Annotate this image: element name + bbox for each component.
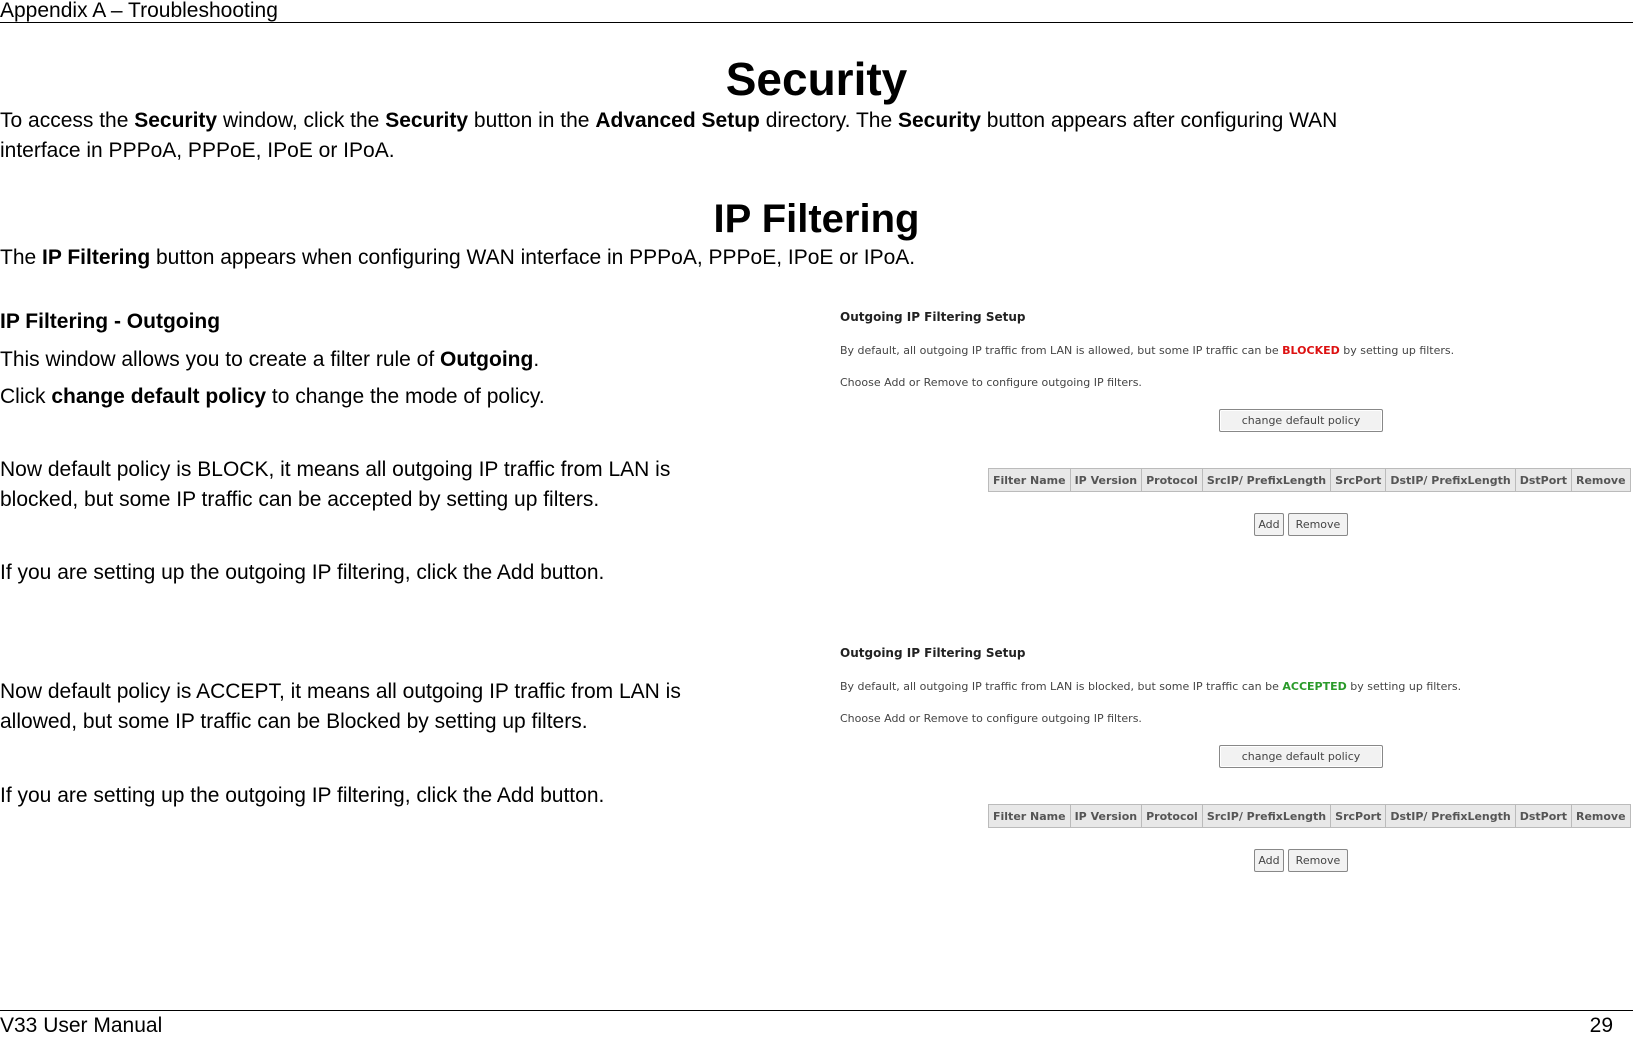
change-default-policy-button[interactable]: change default policy bbox=[1219, 409, 1383, 432]
filter-table bbox=[988, 468, 1631, 492]
column-header: DstPort bbox=[1515, 805, 1571, 828]
text: To access the bbox=[0, 109, 135, 132]
filter-table bbox=[988, 804, 1631, 828]
bold-text: Security bbox=[385, 109, 469, 132]
column-header: Protocol bbox=[1142, 469, 1203, 492]
change-policy-instruction bbox=[0, 382, 545, 412]
text: Click bbox=[0, 385, 52, 408]
text: The bbox=[0, 246, 43, 269]
column-header: DstIP/ PrefixLength bbox=[1386, 469, 1515, 492]
panel-instruction: Choose Add or Remove to configure outgoing IP filters. bbox=[840, 376, 1142, 389]
accept-policy-description bbox=[0, 677, 681, 737]
text: button in the bbox=[468, 109, 596, 132]
text: interface in PPPoA, PPPoE, IPoE or IPoA. bbox=[0, 139, 395, 162]
column-header: Protocol bbox=[1142, 805, 1203, 828]
panel-title: Outgoing IP Filtering Setup bbox=[840, 310, 1026, 324]
page-number: 29 bbox=[1589, 1014, 1613, 1037]
text: to change the mode of policy. bbox=[266, 385, 545, 408]
column-header: IP Version bbox=[1070, 805, 1142, 828]
text: Now default policy is ACCEPT, it means all outgoing IP traffic from LAN is bbox=[0, 680, 681, 703]
filter-table-header bbox=[989, 805, 1631, 828]
page-header bbox=[0, 0, 1633, 23]
bold-text: Advanced Setup bbox=[595, 109, 760, 132]
column-header: SrcIP/ PrefixLength bbox=[1202, 469, 1330, 492]
panel-description bbox=[840, 344, 1454, 357]
panel-description bbox=[840, 680, 1461, 693]
add-button-note-1: If you are setting up the outgoing IP filtering, click the Add button. bbox=[0, 561, 605, 584]
text: directory. The bbox=[759, 109, 898, 132]
column-header: DstPort bbox=[1515, 469, 1571, 492]
text: By default, all outgoing IP traffic from LAN is allowed, but some IP traffic can be bbox=[840, 344, 1283, 357]
column-header: SrcPort bbox=[1331, 469, 1386, 492]
ip-filtering-paragraph bbox=[0, 243, 915, 273]
change-default-policy-button[interactable]: change default policy bbox=[1219, 745, 1383, 768]
panel-instruction: Choose Add or Remove to configure outgoing IP filters. bbox=[840, 712, 1142, 725]
outgoing-ip-filtering-accept-screenshot bbox=[840, 646, 1626, 891]
accepted-highlight: ACCEPTED bbox=[1282, 680, 1347, 693]
bold-text: Outgoing bbox=[440, 348, 534, 371]
ip-filtering-heading: IP Filtering bbox=[713, 197, 920, 241]
security-heading: Security bbox=[725, 53, 908, 105]
text: window, click the bbox=[217, 109, 386, 132]
column-header: Filter Name bbox=[989, 469, 1071, 492]
blocked-highlight: BLOCKED bbox=[1282, 344, 1340, 357]
text: . bbox=[533, 348, 540, 371]
outgoing-ip-filtering-block-screenshot bbox=[840, 310, 1626, 555]
column-header: DstIP/ PrefixLength bbox=[1386, 805, 1515, 828]
filter-table-header bbox=[989, 469, 1631, 492]
text: This window allows you to create a filter rule of bbox=[0, 348, 441, 371]
header-title: Appendix A – Troubleshooting bbox=[0, 0, 278, 22]
bold-text: Security bbox=[898, 109, 981, 132]
text: by setting up filters. bbox=[1339, 344, 1455, 357]
text: allowed, but some IP traffic can be Blocked by setting up filters. bbox=[0, 710, 588, 733]
column-header: SrcIP/ PrefixLength bbox=[1202, 805, 1330, 828]
manual-title: V33 User Manual bbox=[0, 1014, 163, 1037]
block-policy-description bbox=[0, 455, 670, 515]
text: blocked, but some IP traffic can be accepted by setting up filters. bbox=[0, 488, 600, 511]
security-paragraph bbox=[0, 106, 1337, 166]
text: By default, all outgoing IP traffic from LAN is blocked, but some IP traffic can be bbox=[840, 680, 1283, 693]
panel-title: Outgoing IP Filtering Setup bbox=[840, 646, 1026, 660]
bold-text: Security bbox=[134, 109, 218, 132]
remove-button[interactable]: Remove bbox=[1288, 513, 1348, 536]
page-footer bbox=[0, 1010, 1633, 1011]
column-header: Remove bbox=[1571, 805, 1630, 828]
text: button appears when configuring WAN interface in PPPoA, PPPoE, IPoE or IPoA. bbox=[150, 246, 916, 269]
outgoing-intro bbox=[0, 345, 539, 375]
text: by setting up filters. bbox=[1346, 680, 1462, 693]
text: Now default policy is BLOCK, it means all outgoing IP traffic from LAN is bbox=[0, 458, 671, 481]
column-header: SrcPort bbox=[1331, 805, 1386, 828]
remove-button[interactable]: Remove bbox=[1288, 849, 1348, 872]
bold-text: change default policy bbox=[51, 385, 267, 408]
add-button[interactable]: Add bbox=[1254, 849, 1284, 872]
ip-filtering-outgoing-subheading: IP Filtering - Outgoing bbox=[0, 310, 221, 333]
add-button-note-2: If you are setting up the outgoing IP filtering, click the Add button. bbox=[0, 784, 605, 807]
text: button appears after configuring WAN bbox=[980, 109, 1338, 132]
column-header: IP Version bbox=[1070, 469, 1142, 492]
column-header: Filter Name bbox=[989, 805, 1071, 828]
add-button[interactable]: Add bbox=[1254, 513, 1284, 536]
column-header: Remove bbox=[1571, 469, 1630, 492]
bold-text: IP Filtering bbox=[42, 246, 151, 269]
